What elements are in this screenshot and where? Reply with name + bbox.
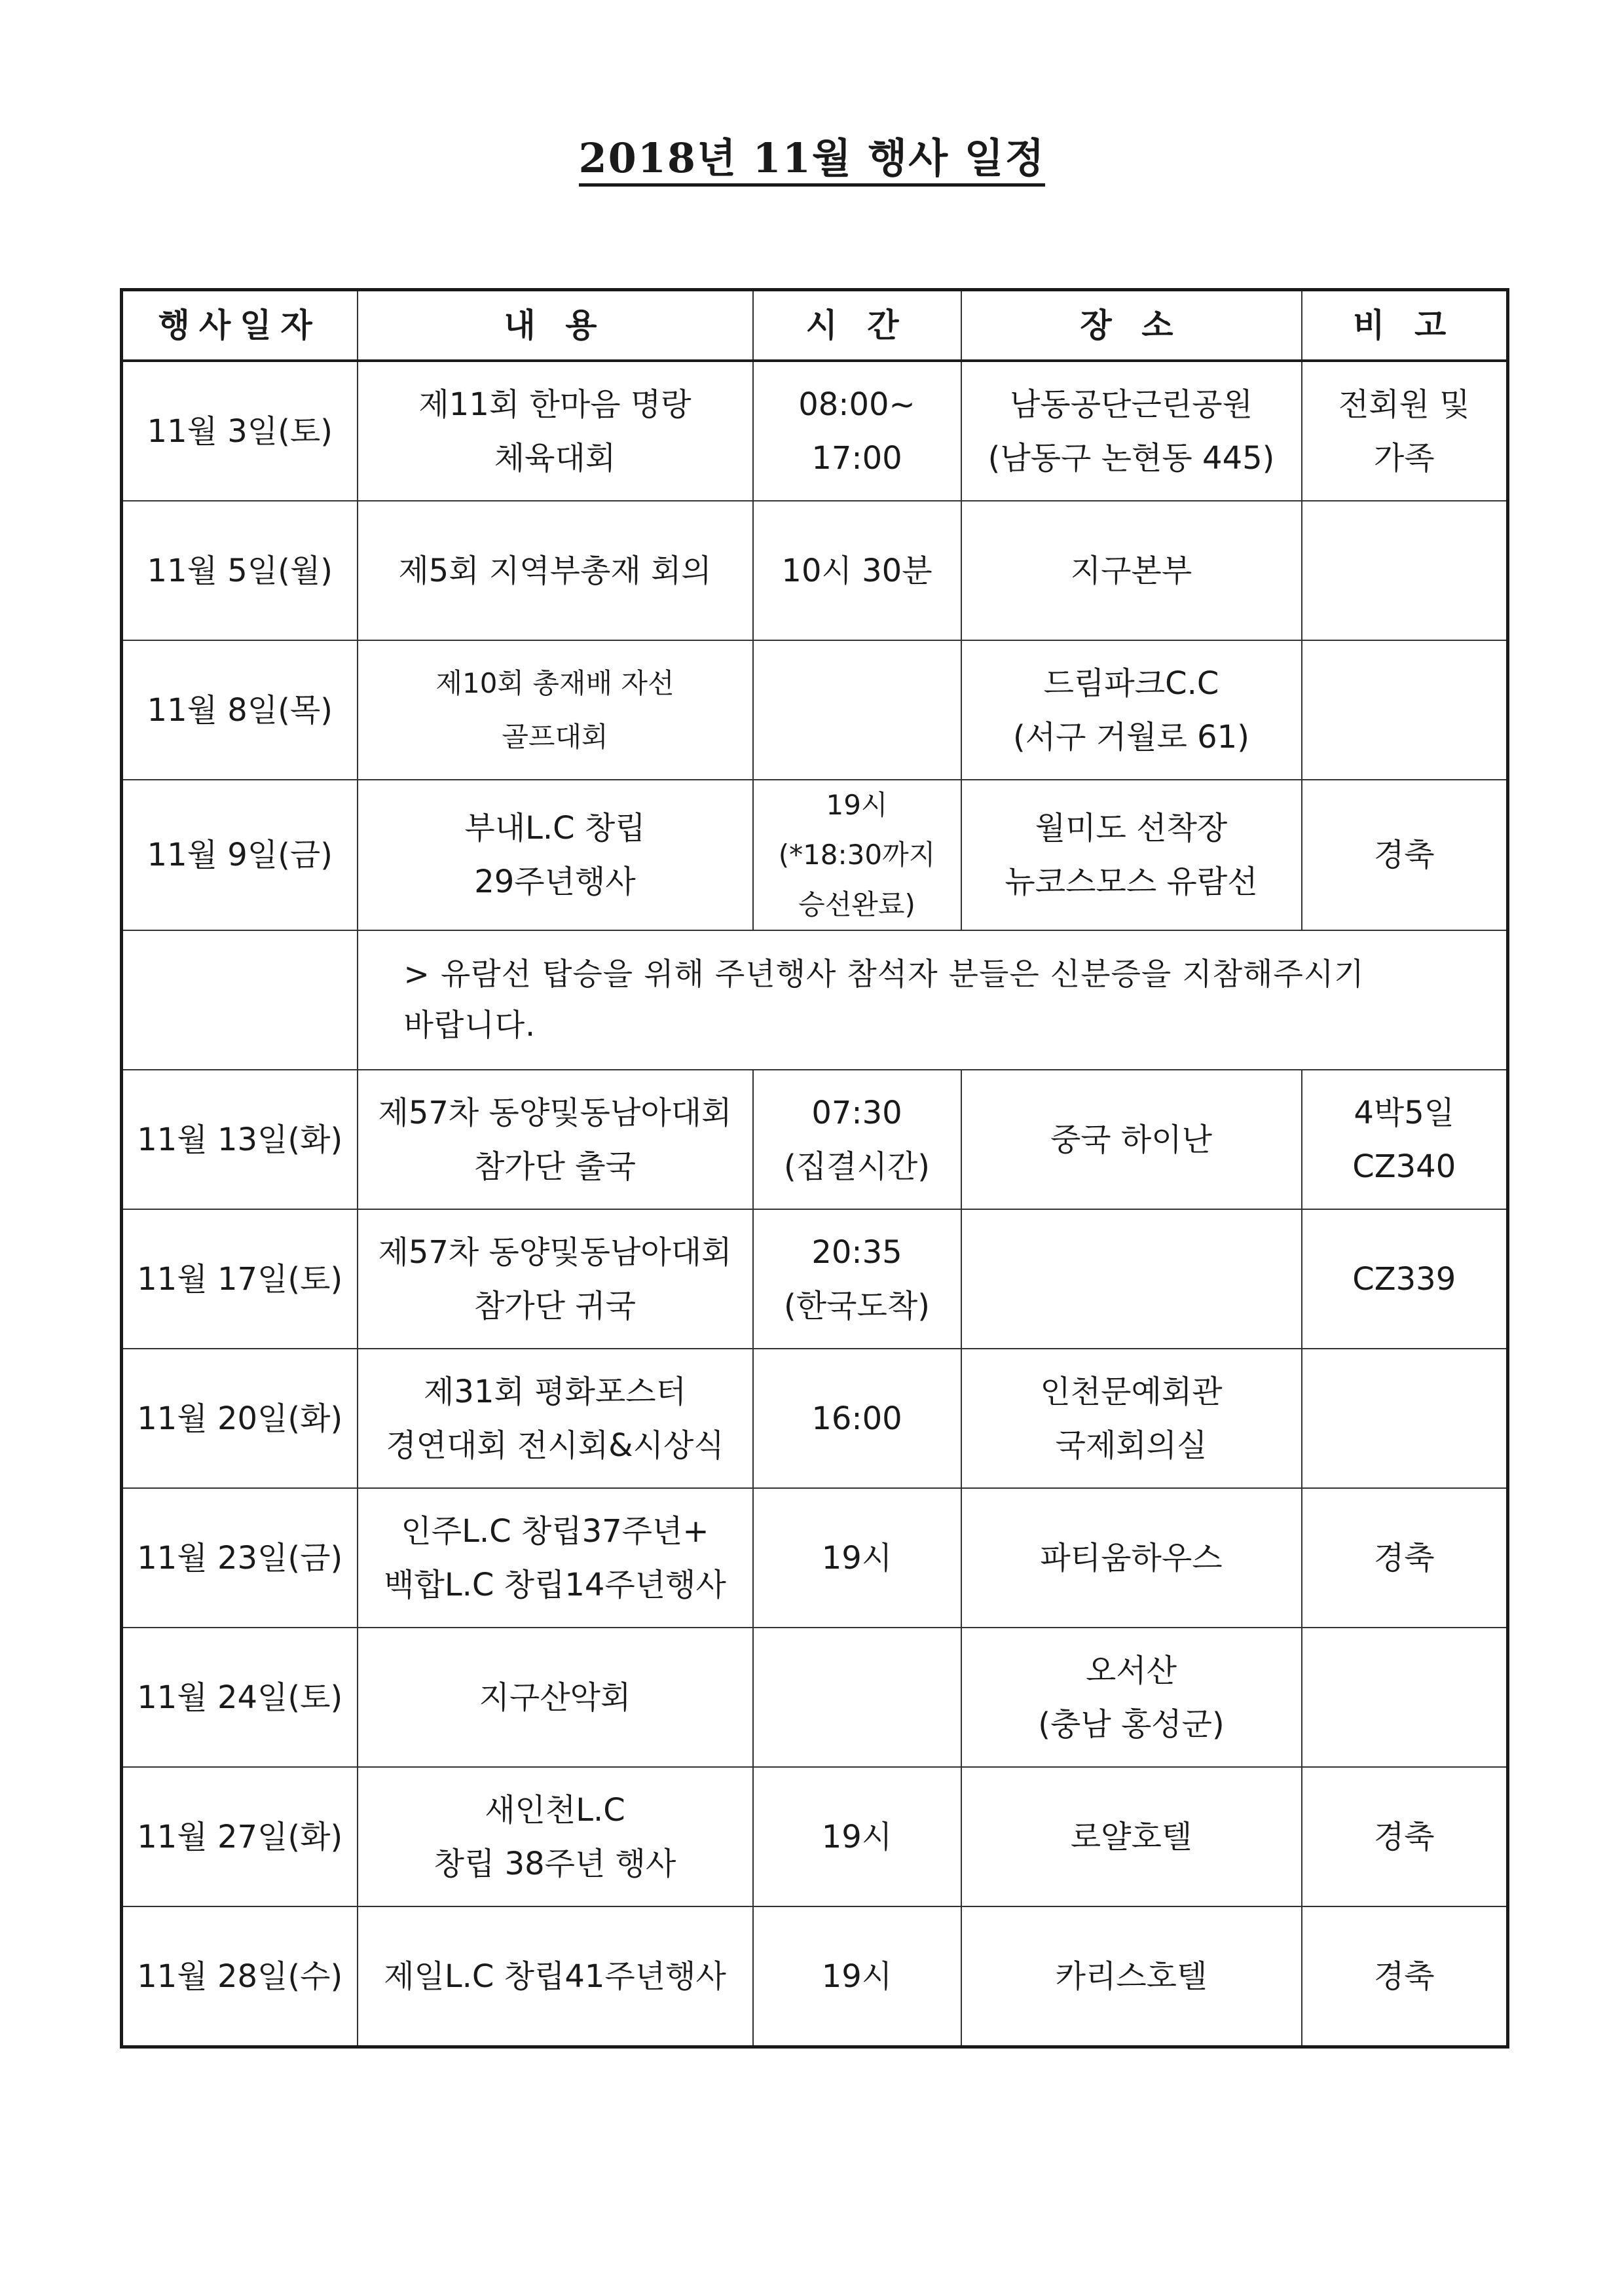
event-note: 경축 [1302,1767,1508,1906]
table-row [122,1906,1508,2047]
event-place: 월미도 선착장 뉴코스모스 유람선 [961,780,1302,930]
event-note: 경축 [1302,780,1508,930]
event-content: 제57차 동양및동남아대회 참가단 출국 [358,1070,753,1209]
event-place: 중국 하이난 [961,1070,1302,1209]
table-row [122,1209,1508,1349]
event-note [1302,1628,1508,1767]
event-time: 07:30 (집결시간) [753,1070,961,1209]
event-content: 인주L.C 창립37주년+ 백합L.C 창립14주년행사 [358,1488,753,1628]
event-date: 11월 20일(화) [122,1349,358,1488]
event-time: 10시 30분 [753,501,961,640]
event-place: 카리스호텔 [961,1906,1302,2047]
event-place [961,1209,1302,1349]
table-row [122,501,1508,640]
event-content: 새인천L.C 창립 38주년 행사 [358,1767,753,1906]
event-note: 전회원 및 가족 [1302,361,1508,501]
notice-empty-cell [122,930,358,1070]
event-content: 제57차 동양및동남아대회 참가단 귀국 [358,1209,753,1349]
table-row [122,1349,1508,1488]
event-time: 19시 [753,1767,961,1906]
header-time: 시 간 [753,290,961,361]
event-time: 19시 [753,1906,961,2047]
event-date: 11월 27일(화) [122,1767,358,1906]
event-place [961,361,1302,501]
table-row [122,1767,1508,1906]
event-date: 11월 17일(토) [122,1209,358,1349]
event-date: 11월 8일(목) [122,640,358,780]
header-place: 장 소 [961,290,1302,361]
table-row [122,1070,1508,1209]
event-place: 파티움하우스 [961,1488,1302,1628]
event-date: 11월 13일(화) [122,1070,358,1209]
event-date: 11월 9일(금) [122,780,358,930]
event-place: 오서산 (충남 홍성군) [961,1628,1302,1767]
header-date: 행사일자 [122,290,358,361]
event-place: 로얄호텔 [961,1767,1302,1906]
table-row [122,1628,1508,1767]
table-row [122,640,1508,780]
event-content: 제11회 한마음 명랑 체육대회 [358,361,753,501]
event-note: 4박5일 CZ340 [1302,1070,1508,1209]
event-place: 인천문예회관 국제회의실 [961,1349,1302,1488]
event-place: 지구본부 [961,501,1302,640]
event-time: 19시 (*18:30까지 승선완료) [753,780,961,930]
event-time: 08:00~ 17:00 [753,361,961,501]
event-place-text: 남동공단근린공원 (남동구 논현동 445) [987,386,1275,477]
table-row [122,1488,1508,1628]
notice-text: > 유람선 탑승을 위해 주년행사 참석자 분들은 신분증을 지참해주시기 바랍니다. [358,930,1508,1070]
event-content: 부내L.C 창립 29주년행사 [358,780,753,930]
event-place: 드림파크C.C (서구 거월로 61) [961,640,1302,780]
event-content: 지구산악회 [358,1628,753,1767]
event-content: 제5회 지역부총재 회의 [358,501,753,640]
header-content: 내 용 [358,290,753,361]
event-note: CZ339 [1302,1209,1508,1349]
event-note: 경축 [1302,1906,1508,2047]
event-time [753,640,961,780]
event-note [1302,640,1508,780]
event-note [1302,1349,1508,1488]
event-date: 11월 3일(토) [122,361,358,501]
event-time: 16:00 [753,1349,961,1488]
event-schedule-table [120,288,1509,2049]
page-title-text: 2018년 11월 행사 일정 [579,134,1046,187]
notice-row [122,930,1508,1070]
table-row [122,780,1508,930]
event-content: 제10회 총재배 자선 골프대회 [358,640,753,780]
event-date: 11월 28일(수) [122,1906,358,2047]
event-time: 19시 [753,1488,961,1628]
event-date: 11월 23일(금) [122,1488,358,1628]
event-content: 제일L.C 창립41주년행사 [358,1906,753,2047]
table-header-row [122,290,1508,361]
page-title [0,126,1624,184]
event-time [753,1628,961,1767]
event-note [1302,501,1508,640]
header-note: 비 고 [1302,290,1508,361]
event-content: 제31회 평화포스터 경연대회 전시회&시상식 [358,1349,753,1488]
event-date: 11월 5일(월) [122,501,358,640]
event-note: 경축 [1302,1488,1508,1628]
event-time: 20:35 (한국도착) [753,1209,961,1349]
event-date: 11월 24일(토) [122,1628,358,1767]
table-row [122,361,1508,501]
